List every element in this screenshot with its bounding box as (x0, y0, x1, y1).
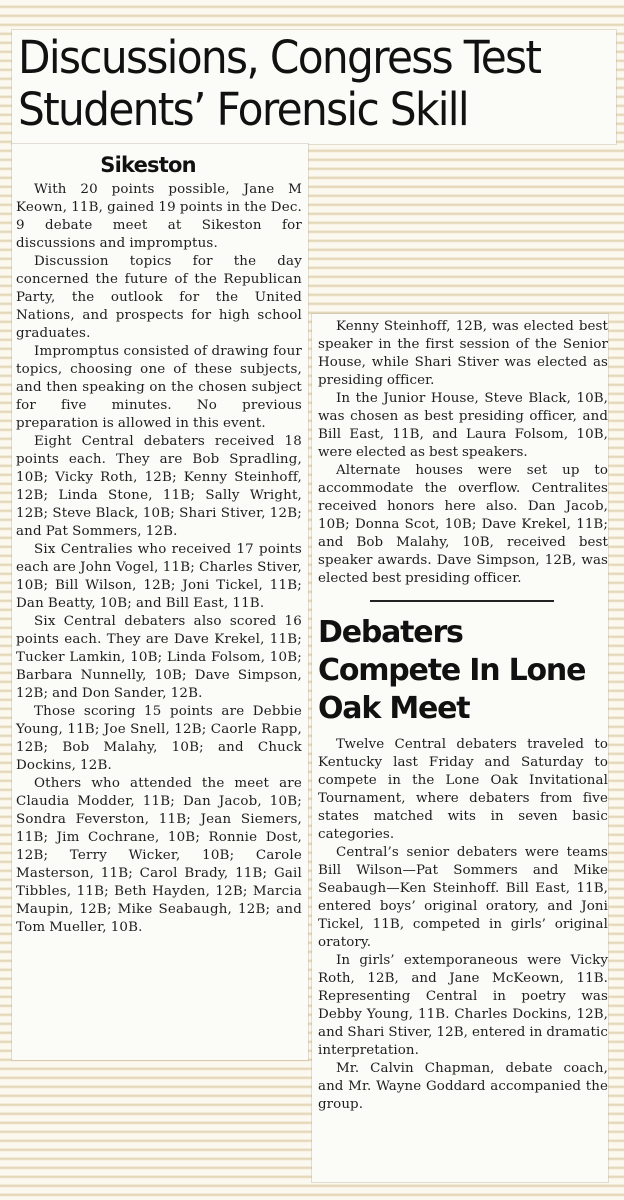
article-body-left-column (16, 181, 302, 937)
paragraph: Discussion topics for the day concerned the future of the Republican Party, the outlook for the United Nations, and prospects for high school graduates. (16, 254, 302, 341)
paragraph: In the Junior House, Steve Black, 10B, was chosen as best presiding officer, and Bill East, 11B, and Laura Folsom, 10B, were elected as best speakers. (318, 391, 608, 460)
paragraph: Central’s senior debaters were teams Bill Wilson—Pat Sommers and Mike Seabaugh—Ken Steinhoff. Bill East, 11B, entered boys’ original oratory, and Joni Tickel, 11B, competed in girls’ original oratory. (318, 845, 608, 950)
paragraph: Twelve Central debaters traveled to Kentucky last Friday and Saturday to compete in the Lone Oak Invitational Tournament, where debaters from five states matched wits in seven basic categories. (318, 737, 608, 842)
paragraph: Mr. Calvin Chapman, debate coach, and Mr. Wayne Goddard accompanied the group. (318, 1061, 608, 1112)
underlined-name: Charles Stiver, 10B (16, 560, 302, 593)
article-headline: Discussions, Congress Test Students’ Forensic Skill (18, 31, 541, 136)
paragraph: Others who attended the meet are Claudia Modder, 11B; Dan Jacob, 10B; Sondra Feverston, 11B; Jean Siemers, 11B; Jim Cochrane, 10B; Ronnie Dost, 12B; Terry Wicker, 10B; Carole Masterson, 11B; Carol Brady, 11B; Gail Tibbles, 11B; Beth Hayden, 12B; Marcia Maupin, 12B; Mike Seabaugh, 12B; and Tom Mueller, 10B. (16, 776, 302, 935)
paragraph (318, 952, 608, 1060)
text-run: , entered in dramatic interpretation. (318, 1025, 608, 1058)
text-run: Six Centralies who received 17 points each are John Vogel, 11B; (16, 542, 302, 575)
underlined-name: Shari Stiver, 12B (347, 1025, 464, 1040)
paragraph: Eight Central debaters received 18 points each. They are Bob Spradling, 10B; Vicky Roth, 12B; Kenny Steinhoff, 12B; Linda Stone, 11B; Sally Wright, 12B; Steve Black, 10B; Shari Stiver, 12B; and Pat Sommers, 12B. (16, 434, 302, 539)
paragraph: Impromptus consisted of drawing four topics, choosing one of these subjects, and then speaking on the chosen subject for five minutes. No previous preparation is allowed in this event. (16, 344, 302, 431)
text-run: was elected as presiding officer. (318, 355, 609, 388)
paragraph (16, 541, 302, 613)
text-run: In girls’ extemporaneous were Vicky Roth, 12B, and Jane McKeown, 11B. Representing Central in poetry was Debby Young, 11B. Charles Dockins, 12B, and (318, 953, 608, 1040)
article-kicker: Sikeston (100, 153, 196, 177)
text-run: ; Bill Wilson, 12B; Joni Tickel, 11B; Dan Beatty, 10B; and Bill East, 11B. (16, 578, 302, 611)
paragraph (318, 318, 608, 390)
article-body-continued (318, 318, 608, 588)
text-run: Kenny Steinhoff, 12B, was elected best speaker in the first session of the Senior House, while (318, 319, 608, 370)
article-divider-rule (370, 600, 554, 602)
right-column (318, 318, 608, 1114)
underlined-name: Shari Stiver (414, 355, 499, 370)
second-article-headline: Debaters Compete In Lone Oak Meet (318, 615, 586, 726)
paragraph: Those scoring 15 points are Debbie Young, 11B; Joe Snell, 12B; Caorle Rapp, 12B; Bob Malahy, 10B; and Chuck Dockins, 12B. (16, 704, 302, 773)
paragraph: Alternate houses were set up to accommodate the overflow. Centralites received honors here also. Dan Jacob, 10B; Donna Scot, 10B; Dave Krekel, 11B; and Bob Malahy, 10B, received best speaker awards. Dave Simpson, 12B, was elected best presiding officer. (318, 463, 608, 586)
second-article-body (318, 736, 608, 1114)
paragraph: With 20 points possible, Jane M Keown, 11B, gained 19 points in the Dec. 9 debate meet at Sikeston for discussions and impromptus. (16, 182, 302, 251)
paragraph: Six Central debaters also scored 16 points each. They are Dave Krekel, 11B; Tucker Lamkin, 10B; Linda Folsom, 10B; Barbara Nunnelly, 10B; Dave Simpson, 12B; and Don Sander, 12B. (16, 614, 302, 701)
